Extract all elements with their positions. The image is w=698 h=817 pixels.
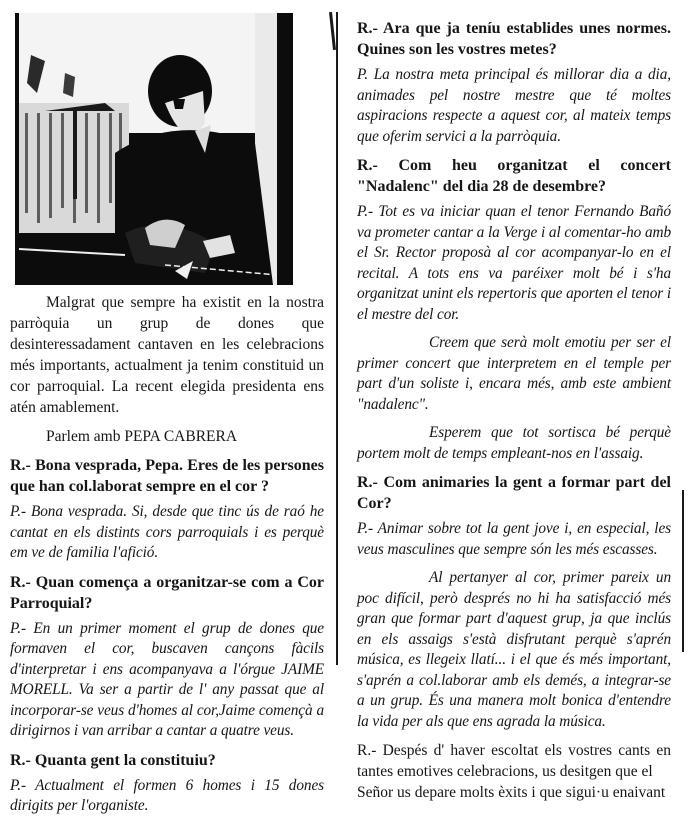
right-margin-rule xyxy=(682,490,684,652)
answer: P.- En un primer moment el grup de dones que formaven el cor, buscaven cançons fàcils d'interpretar i ens acompanyava a l'órgue JAIME MORELL. Va ser a partir de l' any passat que al incorporar-se veus d'homes al cor,Jaime començà a dirigirnos i van arribar a cantar a quatre veus. xyxy=(10,619,324,739)
question: R.- Com animaries la gent a formar part del Cor? xyxy=(357,474,671,512)
answer-continuation: Esperem que tot sortisca bé perquè portem molt de temps empleant-nos en l'assaig. xyxy=(357,424,671,462)
photo-illustration xyxy=(15,13,293,285)
closing-paragraph: R.- Despés d' haver escoltat els vostres cants en tantes emotives celebracions, us desitgen que el xyxy=(357,742,671,780)
column-divider xyxy=(336,12,338,665)
answer-continuation: Creem que serà molt emotiu per ser el primer concert que interpretem en el temple per part d'un soliste i, encara més, amb este ambient "nadalenc". xyxy=(357,334,671,413)
answer-continuation: Al pertanyer al cor, primer pareix un poc difícil, però després no hi ha satisfacció més gran que formar part d'aquest grup, ja que inclús en els assaigs s'està disfrutant perquè s'aprén música, es llegeix llatí... i el que és més important, s'aprén a col.laborar amb els demés, a integrar-se a un grup. És una manera molt bonica d'entendre la vida per als que ens agrada la música. xyxy=(357,569,671,730)
answer: P.- Actualment el formen 6 homes i 15 dones dirigits per l'organiste. xyxy=(10,776,324,814)
question: R.- Com heu organitzat el concert "Nadalenc" del dia 28 de desembre? xyxy=(357,157,671,195)
right-column xyxy=(357,18,671,801)
answer: P.- Bona vesprada. Si, desde que tinc ús de raó he cantat en els distints cors parroquials i es perquè em ve de familia l'afició. xyxy=(10,503,324,561)
intro-interviewee-line: Parlem amb PEPA CABRERA xyxy=(46,428,238,445)
answer: P.- Tot es va iniciar quan el tenor Fernando Bañó va prometer cantar a la Verge i al comentar-ho amb el Sr. Rector proposà al cor acompanyar-lo en el recital. A tots ens va paréixer molt bé i s'ha organitzat unint els repertoris que aporten el tenor i el mestre del cor. xyxy=(357,203,671,323)
interview-photo xyxy=(15,13,293,285)
answer: P. La nostra meta principal és millorar dia a dia, animades pel nostre mestre que té moltes aspiracions respecte a aquest cor, al mateix temps que oferim servici a la parròquia. xyxy=(357,66,671,145)
question: R.- Bona vesprada, Pepa. Eres de les persones que han col.laborat sempre en el cor ? xyxy=(10,457,324,495)
question: R.- Quanta gent la constituiu? xyxy=(10,751,216,769)
question: R.- Quan comença a organitzar-se com a Cor Parroquial? xyxy=(10,573,324,612)
intro-paragraph: Malgrat que sempre ha existit en la nostra parròquia un grup de dones que desinteressadament cantaven en les celebracions més importants, actualment ja tenim constituid un cor parroquial. La recent elegida presidenta ens atén amablement. xyxy=(10,294,324,416)
clipped-line xyxy=(357,782,671,801)
answer: P.- Animar sobre tot la gent jove i, en especial, les veus masculines que sempre són les més escasses. xyxy=(357,520,671,558)
column-divider-top-mark xyxy=(329,12,336,50)
left-column xyxy=(10,292,324,817)
closing-clipped-text: Señor us depare molts èxits i que sigui·u enaivant xyxy=(357,784,666,801)
question: R.- Ara que ja teníu establides unes normes. Quines son les vostres metes? xyxy=(357,20,671,58)
